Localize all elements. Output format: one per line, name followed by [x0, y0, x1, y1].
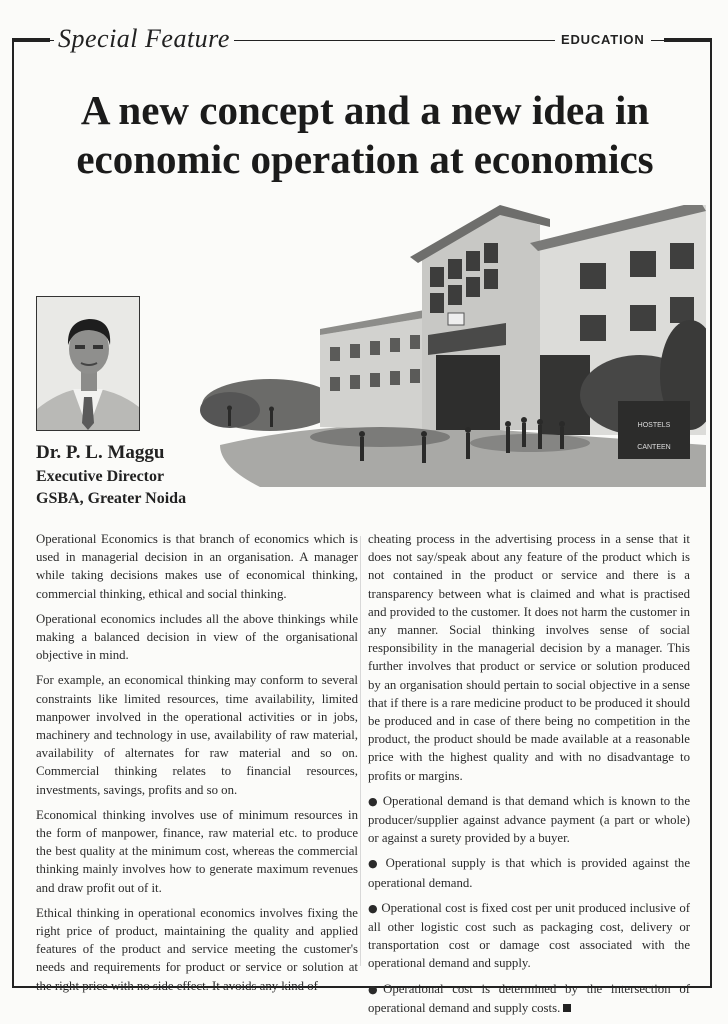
- column-divider: [360, 536, 361, 966]
- frame-left-rule: [12, 40, 14, 988]
- paragraph: Economical thinking involves use of minimum resources in the form of manpower, finance, raw material etc. to produce the best quality at the minimum cost, whereas the commercial thinking mainly involves how to generate maximum revenues and draw profit out of it.: [36, 807, 358, 895]
- bullet-item: [368, 899, 690, 973]
- photo-sign-canteen: CANTEEN: [637, 444, 671, 451]
- bullet-text: Operational cost is determined by the intersection of operational demand and supply costs.: [368, 981, 690, 1015]
- photo-sign-hostels: HOSTELS: [637, 422, 671, 429]
- headline-line-2: economic operation at economics: [76, 136, 654, 182]
- bullet-text: Operational cost is fixed cost per unit produced inclusive of all other logistic cost such as packaging cost, delivery or transportation cost or damage cost associated with the operational demand and supply.: [368, 900, 690, 971]
- article-column-left: [36, 530, 358, 1002]
- author-name: Dr. P. L. Maggu: [36, 442, 165, 463]
- author-block: [36, 440, 186, 510]
- headline-line-1: A new concept and a new idea in: [80, 87, 650, 133]
- bullet-icon: ●: [368, 794, 379, 808]
- bullet-icon: ●: [368, 982, 384, 996]
- frame-corner-left: [12, 38, 50, 42]
- paragraph: For example, an economical thinking may conform to several constraints like limited resources, time availability, limited manpower involved in the operational activities or in jobs, machinery and technology in use, availability of raw material, availability of alternates for raw material and so on. Commercial thinking relates to financial resources, investments, savings, profits and so on.: [36, 673, 358, 797]
- campus-building-photo: [200, 205, 706, 487]
- bullet-text: Operational demand is that demand which is known to the producer/supplier against advance payment (a part or whole) or against a surety provided by a buyer.: [368, 793, 690, 846]
- article-column-right: [368, 530, 690, 1024]
- author-title: Executive Director: [36, 468, 165, 485]
- paragraph: Operational Economics is that branch of economics which is used in managerial decision in an organisation. A manager while taking decisions makes use of economical thinking, commercial thinking, ethical and social thinking.: [36, 532, 358, 601]
- bullet-text: Operational supply is that which is provided against the operational demand.: [368, 856, 690, 890]
- frame-right-rule: [710, 40, 712, 988]
- section-label: Special Feature: [54, 24, 234, 54]
- paragraph: Ethical thinking in operational economics involves fixing the right price of product, maintaining the quality and applied features of the product and service meeting the customer's needs and requirements for product or service or solution at the right price with no side effect. It avoids any kind of: [36, 905, 358, 993]
- bullet-item: [368, 792, 690, 848]
- bullet-item: [368, 854, 690, 891]
- bullet-icon: ●: [368, 857, 381, 871]
- author-portrait: [36, 296, 140, 431]
- frame-corner-right: [664, 38, 712, 42]
- paragraph: cheating process in the advertising process in a sense that it does not say/speak about any feature of the product which is not contained in the product or service and there is a transparency between what is claimed and what is practised and provided to the customer. It does not harm the customer in any manner. Social thinking involves sense of social responsibility in the managerial decision by a manager. This further involves that product or service or solution produced by an organisation should pertain to social objective in a sense that if there is a rare medicine product to be produced it should be produced and in case of there being no competition in the product, the product should be made available at a reasonable price with the highest quality and with no disadvantage to profits or margins.: [368, 532, 690, 783]
- end-of-article-mark: [563, 1004, 571, 1012]
- paragraph: Operational economics includes all the above thinkings while making a balanced decision in view of the organisational objective in mind.: [36, 611, 358, 663]
- author-organisation: GSBA, Greater Noida: [36, 490, 187, 507]
- bullet-icon: ●: [368, 901, 378, 915]
- headline: [30, 86, 700, 184]
- bullet-item: [368, 980, 690, 1017]
- category-label: EDUCATION: [555, 32, 651, 47]
